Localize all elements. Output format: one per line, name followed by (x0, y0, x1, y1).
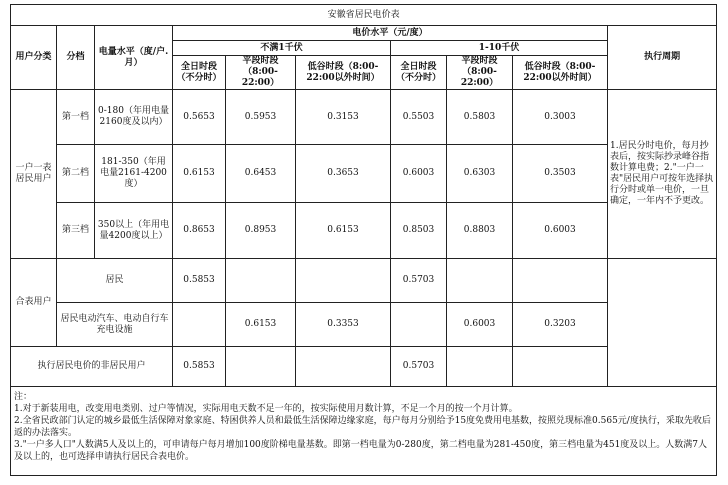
header-consumption: 电量水平（度/户.月） (95, 26, 173, 90)
header-all-day: 全日时段（不分时） (173, 56, 226, 90)
note-item: 1.对于新装用电，改变用电类别、过户等情况，实际用电天数不足一年的，按实际使用月数计算，不足一个月的按一个月计算。 (14, 404, 518, 414)
table-row (11, 259, 717, 303)
group-non-resident: 执行居民电价的非居民用户 (11, 347, 173, 387)
price-cell: 0.6003 (391, 145, 447, 203)
tier-cell: 第三档 (57, 203, 95, 259)
price-cell: 0.6303 (447, 145, 513, 203)
price-cell: 0.8653 (173, 203, 226, 259)
header-peak-hv: 平段时段（8:00-22:00） (447, 56, 513, 90)
tariff-document (10, 4, 716, 476)
header-all-day-hv: 全日时段（不分时） (391, 56, 447, 90)
price-cell: 0.5953 (226, 90, 296, 145)
price-cell: 0.5853 (173, 259, 226, 303)
table-title: 安徽省居民电价表 (11, 5, 717, 26)
price-cell: 0.3653 (296, 145, 391, 203)
group-one-meter: 一户一表居民用户 (11, 90, 57, 259)
price-cell (447, 347, 513, 387)
price-cell: 0.6153 (296, 203, 391, 259)
level-cell: 181-350（年用电量2161-4200度） (95, 145, 173, 203)
tier-cell: 第一档 (57, 90, 95, 145)
price-cell (226, 347, 296, 387)
price-cell: 0.5803 (447, 90, 513, 145)
header-period: 执行周期 (608, 26, 717, 90)
price-cell: 0.5653 (173, 90, 226, 145)
header-user-type: 用户分类 (11, 26, 57, 90)
tier-cell: 第二档 (57, 145, 95, 203)
header-tier: 分档 (57, 26, 95, 90)
price-cell: 0.5503 (391, 90, 447, 145)
period-empty-cell (608, 259, 717, 387)
price-cell (391, 303, 447, 347)
header-voltage-high: 1-10千伏 (391, 41, 608, 56)
price-cell: 0.6153 (173, 145, 226, 203)
price-cell: 0.6453 (226, 145, 296, 203)
level-cell: 350以上（年用电量4200度以上） (95, 203, 173, 259)
header-valley-hv: 低谷时段（8:00-22:00以外时间） (513, 56, 608, 90)
price-cell: 0.3153 (296, 90, 391, 145)
period-text: 1.居民分时电价，每月抄表后，按实际抄录峰谷指数计算电费；2."一户一表"居民用户可按年选择执行分时或单一电价，一旦确定，一年内不予更改。 (608, 90, 717, 259)
price-cell: 0.8503 (391, 203, 447, 259)
note-item: 3."一户多人口"人数满5人及以上的，可申请每户每月增加100度阶梯电量基数。即第一档电量为0-280度，第二档电量为281-450度，第三档电量为451度及以上。人数满7人及以上的，也可选择申请执行居民合表电价。 (14, 440, 708, 462)
group-shared-meter: 合表用户 (11, 259, 57, 347)
notes-row (11, 387, 717, 476)
notes (11, 387, 717, 476)
price-cell: 0.3203 (513, 303, 608, 347)
price-cell: 0.8953 (226, 203, 296, 259)
price-cell: 0.5853 (173, 347, 226, 387)
price-cell (513, 259, 608, 303)
price-cell (447, 259, 513, 303)
price-cell: 0.8803 (447, 203, 513, 259)
price-cell: 0.6153 (226, 303, 296, 347)
header-price-level: 电价水平（元/度） (173, 26, 608, 41)
price-cell (513, 347, 608, 387)
shared-label-cell: 居民 (57, 259, 173, 303)
shared-label-cell: 居民电动汽车、电动自行车充电设施 (57, 303, 173, 347)
notes-heading: 注： (14, 392, 33, 402)
price-cell: 0.6003 (513, 203, 608, 259)
header-peak: 平段时段（8:00-22:00） (226, 56, 296, 90)
price-cell: 0.3353 (296, 303, 391, 347)
header-voltage-low: 不满1千伏 (173, 41, 391, 56)
note-item: 2.全省民政部门认定的城乡最低生活保障对象家庭、特困供养人员和最低生活保障边缘家庭，每户每月分别给予15度免费用电基数，按照兑现标准0.565元/度执行，采取先收后返的办法落实。 (14, 416, 711, 438)
table-row (11, 90, 717, 145)
price-cell (173, 303, 226, 347)
price-cell (296, 259, 391, 303)
price-cell: 0.3503 (513, 145, 608, 203)
header-valley: 低谷时段（8:00-22:00以外时间） (296, 56, 391, 90)
price-cell: 0.6003 (447, 303, 513, 347)
price-cell: 0.5703 (391, 259, 447, 303)
level-cell: 0-180（年用电量2160度及以内） (95, 90, 173, 145)
tariff-table (10, 4, 717, 476)
price-cell (296, 347, 391, 387)
price-cell: 0.3003 (513, 90, 608, 145)
price-cell: 0.5703 (391, 347, 447, 387)
price-cell (226, 259, 296, 303)
